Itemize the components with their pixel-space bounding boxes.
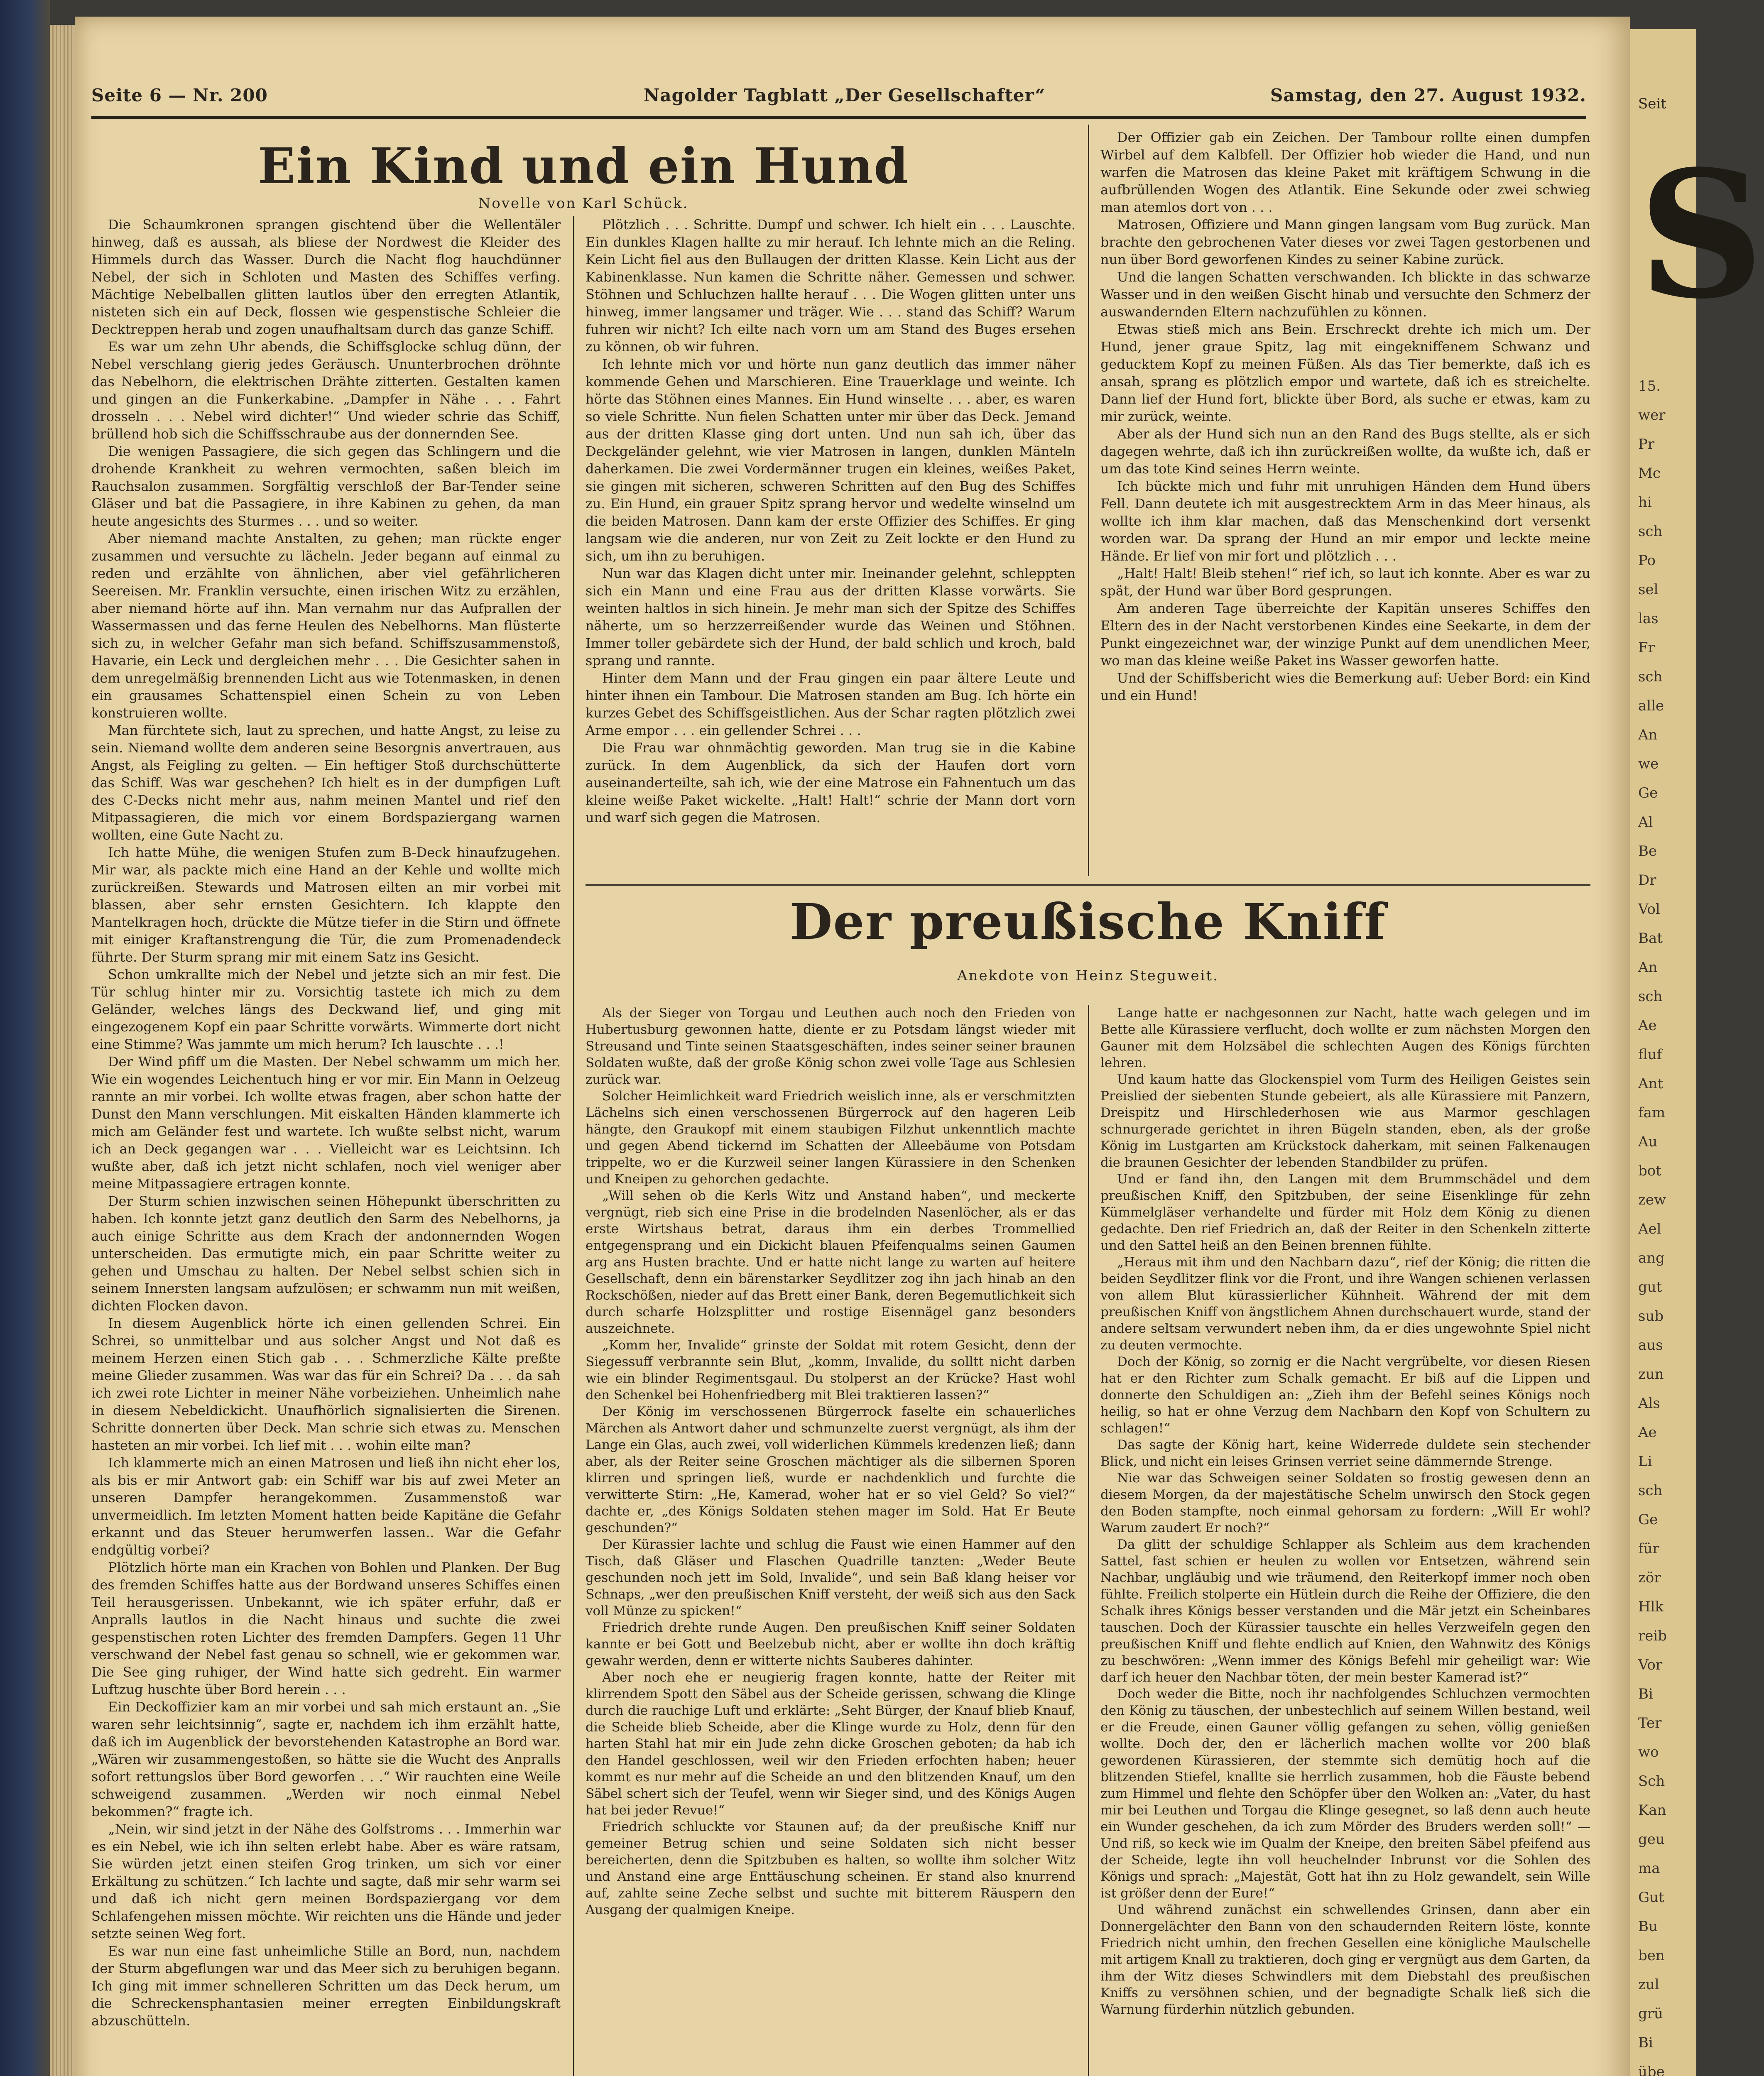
paragraph: Ich hatte Mühe, die wenigen Stufen zum B-Deck hinaufzugehen. Mir war, als packte mich eine Hand an der Kehle und wollte mich zurückreißen. Stewards und Matrosen eilten an mir vorbei mit blassen, aber sehr ernsten Gesichtern. Ich klappte den Mantelkragen hoch, drückte die Mütze tiefer in die Stirn und öffnete mit einiger Kraftanstrengung die Tür, die zum Promenadendeck führte. Der Sturm sprang mir mit einem Satz ins Gesicht. <box>91 845 561 965</box>
paragraph: Plötzlich . . . Schritte. Dumpf und schwer. Ich hielt ein . . . Lauschte. Ein dunkles Klagen hallte zu mir herauf. Ich lehnte mich an die Reling. Kein Licht fiel aus den Bullaugen der dritten Klasse. Kein Licht aus der Kabinenklasse. Nun kamen die Schritte näher. Gemessen und schwer. Stöhnen und Schluchzen hallte herauf . . . Die Wogen glitten unter uns hinweg, immer langsamer und träger. Wie . . . stand das Schiff? Warum fuhren wir nicht? Ich eilte nach vorn um am Stand des Buges ersehen zu können, ob wir fuhren. <box>586 217 1076 355</box>
paragraph: In diesem Augenblick hörte ich einen gellenden Schrei. Ein Schrei, so unmittelbar und aus solcher Angst und Not daß es meinem Herzen einen Stich gab . . . Schmerzliche Kälte preßte meine Glieder zusammen. Was war das für ein Schrei? Da . . . da sah ich zwei rote Lichter in meiner Nähe vorbeiziehen. Unheimlich nahe in diesem Nebeldickicht. Unaufhörlich signalisierten die Sirenen. Schritte donnerten über Deck. Man schrie sich etwas zu. Menschen hasteten an mir vorbei. Ich lief mit . . . wohin eilte man? <box>91 1315 561 1453</box>
next-page-fragment: Li <box>1638 1453 1652 1470</box>
paragraph: Da glitt der schuldige Schlapper als Schleim aus dem krachenden Sattel, fast schien er heulen zu wollen vor Entsetzen, während sein Nachbar, ungläubig und wie träumend, den Reiterkopf immer noch oben fühlte. Freilich stolperte ein Hütlein durch die Reihe der Offiziere, die den Schalk ihres Königs besser verstanden und die Mär jetzt ein Scheinbares tauschen. Doch der Kürassier tauschte ein helles Verzweifeln gegen den preußischen Kniff und flehte endlich auf Knien, den Wahnwitz des Königs zu beschwören: „Wenn immer des Königs Befehl mir geheiligt war: Wie darf ich heuer den Nachbar töten, der mein bester Kamerad ist?“ <box>1100 1537 1590 1685</box>
next-page-fragment: we <box>1638 756 1659 772</box>
story1-byline: Novelle von Karl Schück. <box>478 195 689 212</box>
paragraph: Doch der König, so zornig er die Nacht vergrübelte, vor diesen Riesen hat er den Richter zum Schalk gemacht. Er biß auf die Lippen und donnerte den Schuldigen an: „Zieh ihm der Befehl seines Königs noch heilig, so hat er ohne Verzug dem Nachbarn den Kopf von Schultern zu schlagen!“ <box>1100 1354 1590 1436</box>
next-page-fragment: Dr <box>1638 872 1656 889</box>
paragraph: Der Offizier gab ein Zeichen. Der Tambour rollte einen dumpfen Wirbel auf dem Kalbfell. Der Offizier hob wieder die Hand, und nun warfen die Matrosen das kleine Paket mit kräftigem Schwung in die aufbrüllenden Wogen des Atlantik. Eine Sekunde oder zwei schwieg man atemlos dort von . . . <box>1100 130 1590 215</box>
next-page-fragment: Mc <box>1638 465 1661 482</box>
next-page-fragment: sch <box>1638 988 1663 1005</box>
next-page-fragment: zör <box>1638 1569 1661 1586</box>
next-page-fragment: zew <box>1638 1192 1666 1208</box>
paragraph: Der König im verschossenen Bürgerrock faselte ein schauerliches Märchen als Antwort daher und schmunzelte zuerst vergnügt, als ihm der Lange ein Glas, auch zwei, voll widerlichen Kümmels kredenzen ließ; dann aber, als der Reiter seine Groschen mächtiger als die silbernen Sporen klirren und springen ließ, wurde er nachdenklich und furchte die verwitterte Stirn: „He, Kamerad, woher hat er so viel Geld? So viel?“ dachte er, „des Königs Soldaten stehen mager im Sold. Hat Er Beute geschunden?“ <box>586 1404 1076 1535</box>
next-page-fragment: geu <box>1638 1831 1665 1848</box>
story1-title: Ein Kind und ein Hund <box>258 137 909 195</box>
next-page-fragment: An <box>1638 959 1658 976</box>
paragraph: Und der Schiffsbericht wies die Bemerkung auf: Ueber Bord: ein Kind und ein Hund! <box>1100 670 1590 703</box>
next-page-fragment: las <box>1638 610 1659 627</box>
paragraph: Aber noch ehe er neugierig fragen konnte, hatte der Reiter mit klirrendem Spott den Säbel aus der Scheide gerissen, schwang die Klinge durch die rauchige Luft und erklärte: „Seht Bürger, der Knauf blieb Knauf, die Scheide blieb Scheide, aber die Klinge wurde zu Holz, denn für den harten Stahl hat mir ein Jude zehn dicke Groschen geboten; da hab ich den Handel geschlossen, weil wir den Frieden erfochten haben; heuer kommt es nur mehr auf die Scheide an und den blitzenden Knauf, um den Säbel schert sich der Teufel, wenn wir Sieger sind, und des Königs Augen hat bei jeder Revue!“ <box>586 1670 1076 1818</box>
column-divider <box>1088 1005 1089 2076</box>
paragraph: Als der Sieger von Torgau und Leuthen auch noch den Frieden von Hubertusburg gewonnen hatte, diente er zu Potsdam längst wieder mit Streusand und Tinte seinen Staatsgeschäften, indes seiner seiner braunen Soldaten wußte, daß der große König schon zwei volle Tage aus Schlesien zurück war. <box>586 1006 1076 1087</box>
next-page-fragment: ang <box>1638 1250 1665 1266</box>
page-edges <box>50 25 75 2076</box>
next-page-fragment: Ael <box>1638 1221 1661 1237</box>
paragraph: Ich klammerte mich an einen Matrosen und ließ ihn nicht eher los, als bis er mir Antwort gab: ein Schiff war bis auf zwei Meter an unseren Dampfer herangekommen. Zusammenstoß war unvermeidlich. Im letzten Moment hatten beide Kapitäne die Gefahr erkannt und das Steuer herumwerfen lassen.. War die Gefahr endgültig vorbei? <box>91 1455 561 1558</box>
header-page-number: Seite 6 — Nr. 200 <box>91 85 268 105</box>
next-page-fragment: wo <box>1638 1744 1659 1760</box>
next-page-edge <box>1630 29 1764 2076</box>
next-page-fragment: wer <box>1638 407 1666 424</box>
paragraph: Und während zunächst ein schwellendes Grinsen, dann aber ein Donnergelächter den Bann von den schaudernden Reitern löste, konnte Friedrich nicht umhin, den frechen Gesellen eine königliche Maulschelle mit artigem Knall zu traktieren, doch ging er vergnügt aus dem Garten, da ihm der Witz dieses Schwindlers mit dem Diebstahl des preußischen Kniffs zu versöhnen schien, und der begnadigte Schalk ließ sich die Warnung fürderhin nützlich gebunden. <box>1100 1902 1590 2017</box>
paragraph: Es war nun eine fast unheimliche Stille an Bord, nun, nachdem der Sturm abgeflungen war und das Meer sich zu beruhigen begann. Ich ging mit immer schnelleren Schritten um das Deck herum, um die Schreckensphantasien meiner erregten Einbildungskraft abzuschütteln. <box>91 1943 561 2029</box>
paragraph: Das sagte der König hart, keine Widerrede duldete sein stechender Blick, und nicht ein leises Grinsen verriet seine dämmernde Strenge. <box>1100 1437 1590 1469</box>
page-header <box>91 85 1586 114</box>
paragraph: Es war um zehn Uhr abends, die Schiffsglocke schlug dünn, der Nebel verschlang gierig jedes Geräusch. Ununterbrochen dröhnte das Nebelhorn, die elektrischen Drähte zitterten. Gestalten kamen und gingen an die Funkerkabine. „Dampfer in Nähe . . . Fahrt drosseln . . . Nebel wird dichter!“ Und wieder schrie das Schiff, brüllend hob sich die Schiffsschraube aus der donnernden See. <box>91 339 561 442</box>
paragraph: Am anderen Tage überreichte der Kapitän unseres Schiffes den Eltern des in der Nacht verstorbenen Kindes eine Seekarte, in dem der Punkt eingezeichnet war, der winzige Punkt auf dem unendlichen Meer, wo man das kleine weiße Paket ins Wasser geworfen hatte. <box>1100 600 1590 668</box>
next-page-fragment: für <box>1638 1540 1659 1557</box>
paragraph: Plötzlich hörte man ein Krachen von Bohlen und Planken. Der Bug des fremden Schiffes hatte aus der Bordwand unseres Schiffes einen Teil herausgerissen. Unbekannt, wie ich später erfuhr, daß er Anpralls lautlos in die Nacht hinaus und suchte die zwei gespenstischen roten Lichter des fremden Dampfers. Gegen 11 Uhr verschwand der Nebel fast genau so schnell, wie er gekommen war. Die See ging ruhiger, der Wind hatte sich gedreht. Ein warmer Luftzug huschte über Bord herein . . . <box>91 1559 561 1697</box>
next-page-fragment: zun <box>1638 1366 1664 1383</box>
next-page-fragment: Ae <box>1638 1017 1657 1034</box>
paragraph: Friedrich schluckte vor Staunen auf; da der preußische Kniff nur gemeiner Betrug schien und seine Soldaten sich nicht besser bereicherten, denn die Spitzbuben es halten, so wollte ihm solcher Witz und Anstand eine arge Enttäuschung scheinen. Er stand also knurrend auf, zahlte seine Zeche selbst und suchte mit bitterem Räuspern den Ausgang der qualmigen Kneipe. <box>586 1819 1076 1917</box>
paragraph: „Nein, wir sind jetzt in der Nähe des Golfstroms . . . Immerhin war es ein Nebel, wie ich ihn selten erlebt habe. Aber es wäre ratsam, Sie würden jetzt einen steifen Grog trinken, um sich vor einer Erkältung zu schützen.“ Ich lachte und sagte, daß mir sehr warm sei und daß ich nicht gern meinen Bordspaziergang vor dem Schlafengehen missen möchte. Wir reichten uns die Hände und jeder setzte seinen Weg fort. <box>91 1821 561 1941</box>
header-newspaper-title: Nagolder Tagblatt „Der Gesellschafter“ <box>644 85 1046 105</box>
paragraph: Nie war das Schweigen seiner Soldaten so frostig gewesen denn an diesem Morgen, da der majestätische Schelm unwirsch den Stock gegen den Boden stampfte, noch einmal gehorsam zu fordern: „Will Er wohl? Warum zaudert Er noch?“ <box>1100 1471 1590 1535</box>
next-page-fragment: hi <box>1638 494 1652 511</box>
next-page-fragment: Au <box>1638 1133 1658 1150</box>
next-page-fragment: fluf <box>1638 1046 1662 1063</box>
next-page-fragment: grü <box>1638 2005 1663 2022</box>
paragraph: „Halt! Halt! Bleib stehen!“ rief ich, so laut ich konnte. Aber es war zu spät, der Hund war über Bord gesprungen. <box>1100 566 1590 599</box>
next-page-fragment: Pr <box>1638 436 1655 453</box>
paragraph: Und er fand ihn, den Langen mit dem Brummschädel und dem preußischen Kniff, den Spitzbuben, der seine Eisenklinge für zehn Kümmelgläser verhandelte und fürder mit Holz dem König zu dienen gedachte. Den rief Friedrich an, daß der Reiter in den Schenkeln zitterte und den Sattel heiß an den Beinen brennen fühlte. <box>1100 1172 1590 1253</box>
next-page-fragment: Ant <box>1638 1075 1664 1092</box>
paragraph: Und kaum hatte das Glockenspiel vom Turm des Heiligen Geistes sein Preislied der siebenten Stunde gebeiert, als alle Kürassiere mit Panzern, Dreispitz und Hirschlederhosen wie aus Marmor geschlagen schnurgerade gerichtet in ihren Bügeln standen, eben, als der große König im Lustgarten am Krückstock daherkam, mit seinen Falkenaugen die braunen Gesichter der lebenden Standbilder zu prüfen. <box>1100 1072 1590 1170</box>
next-page-fragment: Ge <box>1638 785 1658 801</box>
next-page-fragment: Al <box>1638 814 1653 830</box>
next-page-fragment: ma <box>1638 1860 1660 1877</box>
next-page-fragment: Kan <box>1638 1802 1666 1819</box>
next-page-fragment: sch <box>1638 523 1663 540</box>
next-page-fragment: Sch <box>1638 1773 1665 1790</box>
header-date: Samstag, den 27. August 1932. <box>1270 85 1586 105</box>
paragraph: Der Kürassier lachte und schlug die Faust wie einen Hammer auf den Tisch, daß Gläser und Flaschen Quadrille tanzten: „Weder Beute geschunden noch jett im Sold, Invalide“, und sein Baß klang heiser vor Schnaps, „wer den preußischen Kniff versteht, der weiß sich aus den Sack voll Münze zu spicken!“ <box>586 1537 1076 1618</box>
next-page-big-letter: S <box>1638 133 1764 338</box>
next-page-fragment: Vor <box>1638 1657 1663 1673</box>
paragraph: Die Frau war ohnmächtig geworden. Man trug sie in die Kabine zurück. In dem Augenblick, da sich der Haufen dort vorn auseinanderteilte, sah ich, wie der eine Matrose ein Fahnentuch um das kleine weiße Paket wickelte. „Halt! Halt!“ schrie der Mann dort vorn und warf sich gegen die Matrosen. <box>586 740 1076 825</box>
paragraph: Schon umkrallte mich der Nebel und jetzte sich an mir fest. Die Tür schlug hinter mir zu. Vorsichtig tastete ich mich zu dem Geländer, welches längs des Deckwand lief, und ging mit eingezogenem Kopf ein paar Schritte vorwärts. Wimmerte dort nicht eine Stimme? Was jammte um mich herum? Ich lauschte . . .! <box>91 967 561 1052</box>
next-page-fragment: sch <box>1638 668 1663 685</box>
next-page-fragment: gut <box>1638 1279 1662 1295</box>
newspaper-page <box>75 17 1630 2076</box>
story2-byline: Anekdote von Heinz Steguweit. <box>957 967 1219 984</box>
story2-column-1 <box>586 1005 1076 1918</box>
paragraph: Die wenigen Passagiere, die sich gegen das Schlingern und die drohende Krankheit zu wehren vermochten, saßen bleich im Rauchsalon zusammen. Sorgfältig verschloß der Bar-Tender seine Gläser und bat die Passagiere, in ihre Kabinen zu gehen, da man heute angesichts des Sturmes . . . und so weiter. <box>91 443 561 529</box>
next-page-fragment: sch <box>1638 1482 1663 1499</box>
next-page-fragment: alle <box>1638 698 1664 714</box>
next-page-fragment: Fr <box>1638 639 1655 656</box>
paragraph: „Komm her, Invalide“ grinste der Soldat mit rotem Gesicht, denn der Siegessuff verbrannte sein Blut, „komm, Invalide, du solltt nicht darben wie ein blinder Regimentsgaul. Du stolperst an der Krücke? Hast wohl den Schenkel bei Hohenfriedberg mit Blei traktieren lassen?“ <box>586 1338 1076 1403</box>
next-page-fragment: bot <box>1638 1163 1661 1179</box>
next-page-fragment: Ae <box>1638 1424 1657 1441</box>
paragraph: Der Wind pfiff um die Masten. Der Nebel schwamm um mich her. Wie ein wogendes Leichentuch hing er vor mir. Ein Mann in Oelzeug rannte an mir vorbei. Ich wollte etwas fragen, aber schon hatte der Dunst den Mann verschlungen. Mit eiskalten Händen klammerte ich mich am Geländer fest und wartete. Ich wußte selbst nicht, warum ich an Deck gegangen war . . . Vielleicht war es Leichtsinn. Ich wußte aber, daß ich jetzt nicht schlafen, noch viel weniger aber meine Mitpassagiere ertragen konnte. <box>91 1054 561 1192</box>
paragraph: Man fürchtete sich, laut zu sprechen, und hatte Angst, zu leise zu sein. Niemand wollte dem anderen seine Besorgnis anvertrauen, aus Angst, als Feigling zu gelten. — Ein heftiger Stoß durchschütterte das Schiff. Was war geschehen? Ich hielt es in der dumpfigen Luft des C-Decks nicht mehr aus, nahm meinen Mantel und rief den Mitpassagieren, die mich vor einem Bordspaziergang warnen wollten, eine Gute Nacht zu. <box>91 722 561 843</box>
book-binding <box>0 0 50 2076</box>
story1-column-1 <box>91 216 561 2029</box>
paragraph: „Will sehen ob die Kerls Witz und Anstand haben“, und meckerte vergnügt, rieb sich eine Prise in die brodelnden Nasenlöcher, als er das erste Wirtshaus betrat, daraus ihm ein derbes Trommellied entgegensprang und ein Dickicht blauen Pfeifenqualms seinen Gaumen arg ans Husten brachte. Und er hatte nicht lange zu warten auf heitere Gesellschaft, denn ein bärenstarker Seydlitzer zog ihn jach hinab an den Rockschößen, nieder auf das Brett einer Bank, deren Begemutlichkeit sich durch scharfe Holzsplitter und rostige Eisennägel ganz besonders auszeichnete. <box>586 1188 1076 1336</box>
next-page-header: Seit <box>1638 95 1666 112</box>
next-page-fragment: Ge <box>1638 1511 1658 1528</box>
paragraph: Ich bückte mich und fuhr mit unruhigen Händen dem Hund übers Fell. Dann deutete ich mit ausgestrecktem Arm in das Meer hinaus, als wollte ich ihm klar machen, daß das Menschenkind dort versenkt worden war. Da sprang der Hund an mir empor und leckte meine Hände. Er lief von mir fort und plötzlich . . . <box>1100 478 1590 564</box>
next-page-fragment: Bu <box>1638 1918 1658 1935</box>
header-rule <box>91 116 1586 119</box>
paragraph: Nun war das Klagen dicht unter mir. Ineinander gelehnt, schleppten sich ein Mann und eine Frau aus der dritten Klasse vorwärts. Sie weinten haltlos in sich hinein. Je mehr man sich der Spitze des Schiffes näherte, um so herzzerreißender wurde das Weinen und Stöhnen. Immer toller gebärdete sich der Hund, der bald schlich und kroch, bald sprang und rannte. <box>586 566 1076 668</box>
paragraph: Ein Deckoffizier kam an mir vorbei und sah mich erstaunt an. „Sie waren sehr leichtsinnig“, sagte er, nachdem ich ihm erzählt hatte, daß ich im Augenblick der bevorstehenden Katastrophe an Bord war. „Wären wir zusammengestoßen, so hätte sie die Wucht des Anpralls sofort rettungslos über Bord geworfen . . .“ Wir rauchten eine Weile schweigend zusammen. „Werden wir noch einmal Nebel bekommen?“ fragte ich. <box>91 1699 561 1819</box>
next-page-fragment: Po <box>1638 552 1656 569</box>
paragraph: Aber als der Hund sich nun an den Rand des Bugs stellte, als er sich dagegen wehrte, daß ich ihn zurückreißen wollte, da wußte ich, daß er um das tote Kind seines Herrn weinte. <box>1100 426 1590 477</box>
story2-column-2 <box>1100 1005 1590 2018</box>
next-page-fragment: Vol <box>1638 901 1660 918</box>
next-page-fragment: übe <box>1638 2064 1665 2076</box>
next-page-fragment: Hlk <box>1638 1599 1664 1615</box>
paragraph: Und die langen Schatten verschwanden. Ich blickte in das schwarze Wasser und in den weißen Gischt hinab und versuchte den Schmerz der auswandernden Eltern nachzufühlen zu können. <box>1100 269 1590 320</box>
paragraph: Ich lehnte mich vor und hörte nun ganz deutlich das immer näher kommende Gehen und Marschieren. Eine Trauerklage und weinte. Ich hörte das Stöhnen eines Mannes. Ein Hund winselte . . . aber, es waren so viele Schritte. Nun fielen Schatten unter mir über das Deck. Jemand aus der dritten Klasse ging dort unten. Und nun sah ich, über das Deckgeländer gelehnt, wie vier Matrosen in langen, dunklen Mänteln daherkamen. Die zwei Vordermänner trugen ein kleines, weißes Paket, sie gingen mit sicheren, schweren Schritten auf den Bug des Schiffes zu. Ein Hund, ein grauer Spitz sprang hervor und wedelte winselnd um die beiden Matrosen. Dann kam der erste Offizier des Schiffes. Er ging langsam wie die anderen, nur von Zeit zu Zeit lockte er den Hund zu sich, um ihn zu beruhigen. <box>586 356 1076 564</box>
paragraph: Solcher Heimlichkeit ward Friedrich weislich inne, als er verschmitzten Lächelns sich einen verschossenen Bürgerrock auf den hageren Leib hängte, den Graukopf mit einem staubigen Filzhut unkenntlich machte und gegen Abend tickernd im Schatten der Alleebäume von Potsdam trippelte, wo er die Kurzweil seiner langen Kürassiere in den Schenken und Kneipen zu gehorchen gedachte. <box>586 1089 1076 1187</box>
next-page-fragment: Bi <box>1638 1686 1653 1702</box>
next-page-fragment: reib <box>1638 1628 1667 1644</box>
paragraph: Doch weder die Bitte, noch ihr nachfolgendes Schluchzen vermochten den König zu täuschen, der unbestechlich auf seinem Willen bestand, weil er die Freude, einen Gauner völlig gefangen zu sehen, völlig genießen wollte. Doch der, den er lächerlich machen wollte vor 200 blaß gewordenen Kürassieren, der stemmte sich demütig hoch auf die blitzenden Stiefel, knallte sie herrlich zusammen, hob die Fäuste bebend zum Himmel und flehte den Schöpfer über den Wolken an: „Vater, du hast mir bei Leuthen und Torgau die Klinge gesegnet, so laß denn auch heute ein Wunder geschehen, da ich zum Mörder des Bruders werden soll!“ — Und riß, so keck wie im Qualm der Kneipe, den breiten Säbel pfeifend aus der Scheide, legte ihn voll heuchelnder Inbrunst vor die Sohlen des Königs und sprach: „Majestät, Gott hat ihn zu Holz gewandelt, sein Wille ist größer denn der Eure!“ <box>1100 1687 1590 1901</box>
paragraph: Friedrich drehte runde Augen. Den preußischen Kniff seiner Soldaten kannte er bei Gott und Beelzebub nicht, aber er wollte ihn doch kräftig gewahr werden, denn er witterte nichts Sauberes dahinter. <box>586 1620 1076 1668</box>
next-page-fragment: 15. <box>1638 378 1661 394</box>
paragraph: Der Sturm schien inzwischen seinen Höhepunkt überschritten zu haben. Ich konnte jetzt ganz deutlich den Sarm des Nebelhorns, ja auch einige Schritte aus dem Krach der andonnernden Wogen unterscheiden. Das ermutigte mich, ein paar Schritte weiter zu gehen und Umschau zu halten. Der Nebel selbst schien sich in seinem Innersten langsam aufzulösen; er schwamm nun mit weißen, dichten Flocken davon. <box>91 1193 561 1314</box>
next-page-fragment: Gut <box>1638 1889 1664 1906</box>
section-rule <box>586 884 1590 886</box>
next-page-fragment: fam <box>1638 1104 1666 1121</box>
story1-column-3 <box>1100 129 1590 704</box>
column-divider <box>573 216 574 2076</box>
story1-column-2 <box>586 216 1076 826</box>
story2-title: Der preußische Kniff <box>790 893 1386 950</box>
next-page-fragment: sub <box>1638 1308 1664 1324</box>
next-page-fragment: Be <box>1638 843 1657 859</box>
next-page-fragment: aus <box>1638 1337 1663 1354</box>
next-page-fragment: An <box>1638 727 1658 743</box>
next-page-fragment: Bi <box>1638 2034 1653 2051</box>
paragraph: Lange hatte er nachgesonnen zur Nacht, hatte wach gelegen und im Bette alle Kürassiere verflucht, doch wollte er zum nächsten Morgen den Gauner mit dem Holzsäbel die schlechten Augen des Königs fürchten lehren. <box>1100 1006 1590 1070</box>
paragraph: Aber niemand machte Anstalten, zu gehen; man rückte enger zusammen und versuchte zu lächeln. Jeder begann auf einmal zu reden und erzählte von ähnlichen, aber viel gefährlicheren Seereisen. Mr. Franklin versuchte, einen irischen Witz zu erzählen, aber niemand hörte auf ihn. Man vernahm nur das Aufprallen der Wassermassen und das ferne Heulen des Nebelhorns. Man flüsterte sich zu, in welcher Gefahr man sich befand. Schiffszusammenstoß, Havarie, ein Leck und dergleichen mehr . . . Die Gesichter sahen in dem unregelmäßig brennenden Licht aus wie Totenmasken, in denen ein grausames Schattenspiel einen Schein zu von Leben konstruieren wollte. <box>91 531 561 721</box>
next-page-fragment: Als <box>1638 1395 1660 1412</box>
column-divider <box>1088 125 1089 876</box>
paragraph: Die Schaumkronen sprangen gischtend über die Wellentäler hinweg, daß es aussah, als bliese der Nordwest die Kleider des Himmels durch das Wasser. Durch die Nacht flog hauchdünner Nebel, der sich in Schloten und Masten des Schiffes verfing. Mächtige Nebelballen glitten lautlos über den erregten Atlantik, nisteten sich ein auf Deck, flossen wie gespenstische Schleier die Decktreppen herab und zogen unaufhaltsam durch das ganze Schiff. <box>91 217 561 337</box>
paragraph: Matrosen, Offiziere und Mann gingen langsam vom Bug zurück. Man brachte den gebrochenen Vater dieses vor zwei Tagen gestorbenen und nun über Bord geworfenen Kindes zu seiner Kabine zurück. <box>1100 217 1590 267</box>
next-page-fragment: ben <box>1638 1947 1665 1964</box>
paragraph: Hinter dem Mann und der Frau gingen ein paar ältere Leute und hinter ihnen ein Tambour. Die Matrosen standen am Bug. Ich hörte ein kurzes Gebet des Schiffsgeistlichen. Aus der Schar ragten plötzlich zwei Arme empor . . . ein gellender Schrei . . . <box>586 670 1076 738</box>
next-page-fragment: sel <box>1638 581 1659 598</box>
next-page-fragment: Bat <box>1638 930 1663 947</box>
paragraph: „Heraus mit ihm und den Nachbarn dazu“, rief der König; die ritten die beiden Seydlitzer flink vor die Front, und ihre Wangen schienen verlassen von allem Blut kürassierlicher Kühnheit. Während der mit dem preußischen Kniff von ängstlichem Ahnen durchschauert wurde, stand der andere seltsam verwundert neben ihm, da er dies ungewohnte Spiel nicht zu deuten vermochte. <box>1100 1255 1590 1353</box>
next-page-fragment: zul <box>1638 1976 1659 1993</box>
paragraph: Etwas stieß mich ans Bein. Erschreckt drehte ich mich um. Der Hund, jener graue Spitz, lag mit eingekniffenem Schwanz und geducktem Kopf zu meinen Füßen. Als das Tier bemerkte, daß ich es ansah, sprang es plötzlich empor und wartete, daß ich es streichelte. Dann lief der Hund fort, blickte über Bord, als suche er etwas, kam zu mir zurück, weinte. <box>1100 321 1590 424</box>
next-page-fragment: Ter <box>1638 1715 1662 1731</box>
